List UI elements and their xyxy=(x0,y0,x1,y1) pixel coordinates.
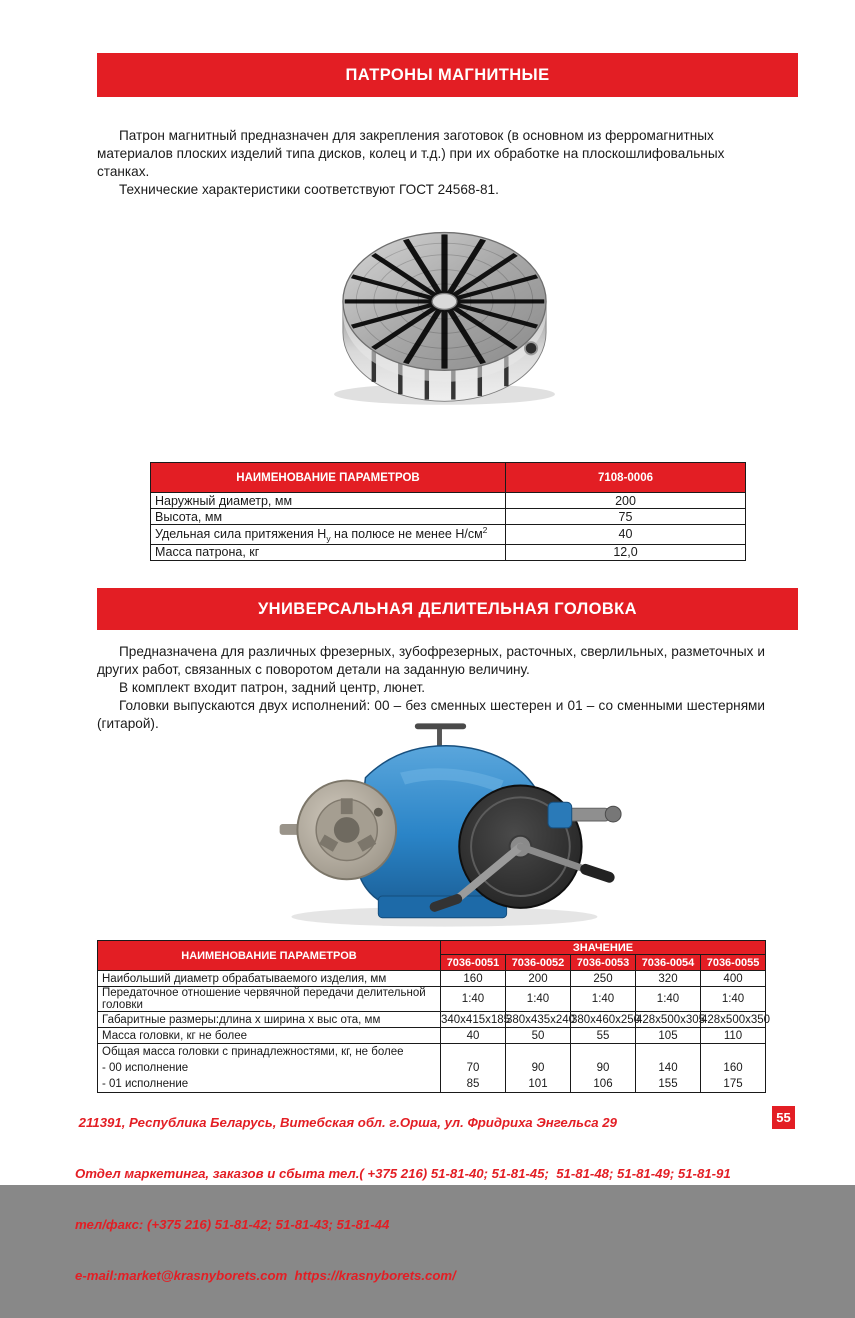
param-label: Масса патрона, кг xyxy=(151,544,506,560)
param-value: 200 xyxy=(506,971,571,987)
param-value: 70 85 xyxy=(441,1044,506,1093)
param-value: 340x415x185 xyxy=(441,1013,511,1026)
label-part: Удельная сила притяжения Н xyxy=(155,527,327,542)
param-value: 90 101 xyxy=(506,1044,571,1093)
section2-paragraph-3: Головки выпускаются двух исполнений: 00 – без сменных шестерен и 01 – со сменными шестернями (гитарой). xyxy=(97,698,765,731)
magnetic-chuck-illustration xyxy=(312,210,577,415)
param-value: 400 xyxy=(701,971,766,987)
param-value: 200 xyxy=(506,493,746,509)
param-value: 55 xyxy=(571,1028,636,1044)
param-value: 40 xyxy=(506,525,746,545)
param-value: 1:40 xyxy=(636,987,701,1012)
table2-value-header: ЗНАЧЕНИЕ xyxy=(441,941,766,955)
table2-param-header: НАИМЕНОВАНИЕ ПАРАМЕТРОВ xyxy=(98,941,441,971)
param-value: 50 xyxy=(506,1028,571,1044)
param-value: 105 xyxy=(636,1028,701,1044)
dividing-head-photo xyxy=(252,713,627,931)
table-row xyxy=(151,544,746,560)
footer-fax-phones: тел/факс: (+375 216) 51-81-42; 51-81-43; 51-81-44 xyxy=(75,1217,390,1232)
table1-param-header: НАИМЕНОВАНИЕ ПАРАМЕТРОВ xyxy=(151,463,506,493)
footer-email-website: e-mail:market@krasnyborets.com https://krasnyborets.com/ xyxy=(75,1268,456,1283)
table1-model-header: 7108-0006 xyxy=(506,463,746,493)
footer-marketing-phones: Отдел маркетинга, заказов и сбыта тел.( +375 216) 51-81-40; 51-81-45; 51-81-48; 51-81-49; 51-81-91 xyxy=(75,1166,731,1181)
label-superscript: 2 xyxy=(482,525,488,535)
param-label: Наружный диаметр, мм xyxy=(151,493,506,509)
magnetic-chuck-photo xyxy=(312,210,577,415)
table-row xyxy=(151,525,746,545)
footer-contacts xyxy=(75,1080,775,1318)
param-value: 40 xyxy=(441,1028,506,1044)
param-label: Наибольший диаметр обрабатываемого изделия, мм xyxy=(98,971,441,987)
param-label: Высота, мм xyxy=(151,509,506,525)
model-header: 7036-0052 xyxy=(506,955,571,971)
model-header: 7036-0053 xyxy=(571,955,636,971)
param-value: 110 xyxy=(701,1028,766,1044)
page-number-badge xyxy=(772,1106,795,1129)
model-header: 7036-0054 xyxy=(636,955,701,971)
param-label xyxy=(151,525,506,545)
model-header: 7036-0051 xyxy=(441,955,506,971)
dividing-head-spec-table xyxy=(97,940,771,1093)
variant-00-label: - 00 исполнение xyxy=(102,1062,189,1074)
section1-description xyxy=(97,127,765,199)
label-subscript: у xyxy=(326,533,331,544)
total-mass-label: Общая масса головки с принадлежностями, кг, не более xyxy=(102,1046,404,1058)
param-value: 1:40 xyxy=(506,987,571,1012)
param-value: 160 xyxy=(441,971,506,987)
param-label: Передаточное отношение червячной передачи делительной головки xyxy=(98,987,441,1012)
table-row xyxy=(151,493,746,509)
param-value: 75 xyxy=(506,509,746,525)
banner2-text: УНИВЕРСАЛЬНАЯ ДЕЛИТЕЛЬНАЯ ГОЛОВКА xyxy=(258,599,637,618)
table-row xyxy=(98,987,766,1012)
param-value: 428x500x350 xyxy=(701,1013,771,1026)
page-number: 55 xyxy=(776,1110,791,1125)
param-value: 90 106 xyxy=(571,1044,636,1093)
table-row xyxy=(98,1028,766,1044)
param-value: 160 175 xyxy=(701,1044,766,1093)
param-value: 380x435x240 xyxy=(506,1013,576,1026)
banner1-text: ПАТРОНЫ МАГНИТНЫЕ xyxy=(345,65,550,84)
section2-paragraph-1: Предназначена для различных фрезерных, зубофрезерных, расточных, сверлильных, разметочных и других работ, связанных с поворотом детали на заданную величину. xyxy=(97,644,765,677)
param-label: Масса головки, кг не более xyxy=(98,1028,441,1044)
param-value: 250 xyxy=(571,971,636,987)
label-part: на полюсе не менее Н/см xyxy=(330,527,483,542)
param-value: 12,0 xyxy=(506,544,746,560)
footer-address: 211391, Республика Беларусь, Витебская обл. г.Орша, ул. Фридриха Энгельса 29 xyxy=(75,1115,617,1130)
section-title-magnetic-chucks xyxy=(97,53,798,97)
table2-header-row-1 xyxy=(98,941,766,955)
table-row xyxy=(98,971,766,987)
section-title-dividing-head xyxy=(97,588,798,630)
param-value: 140 155 xyxy=(636,1044,701,1093)
param-label: Габаритные размеры:длина х ширина х выс ота, мм xyxy=(98,1012,441,1028)
param-value: 428x500x305 xyxy=(636,1013,706,1026)
param-value: 1:40 xyxy=(571,987,636,1012)
variant-01-label: - 01 исполнение xyxy=(102,1078,189,1090)
section1-paragraph-1: Патрон магнитный предназначен для закрепления заготовок (в основном из ферромагнитных материалов плоских изделий типа дисков, колец и т.д.) при их обработке на плоскошлифовальных станках. xyxy=(97,128,725,179)
param-value: 320 xyxy=(636,971,701,987)
section2-paragraph-2: В комплект входит патрон, задний центр, люнет. xyxy=(119,680,425,695)
section1-paragraph-2: Технические характеристики соответствуют ГОСТ 24568-81. xyxy=(119,182,499,197)
param-value: 380x460x250 xyxy=(571,1013,641,1026)
magnetic-chuck-spec-table xyxy=(150,462,746,561)
param-value: 1:40 xyxy=(701,987,766,1012)
table-row xyxy=(151,509,746,525)
dividing-head-illustration xyxy=(252,713,627,931)
param-value: 1:40 xyxy=(441,987,506,1012)
table-row xyxy=(98,1012,766,1028)
table1-header-row xyxy=(151,463,746,493)
model-header: 7036-0055 xyxy=(701,955,766,971)
